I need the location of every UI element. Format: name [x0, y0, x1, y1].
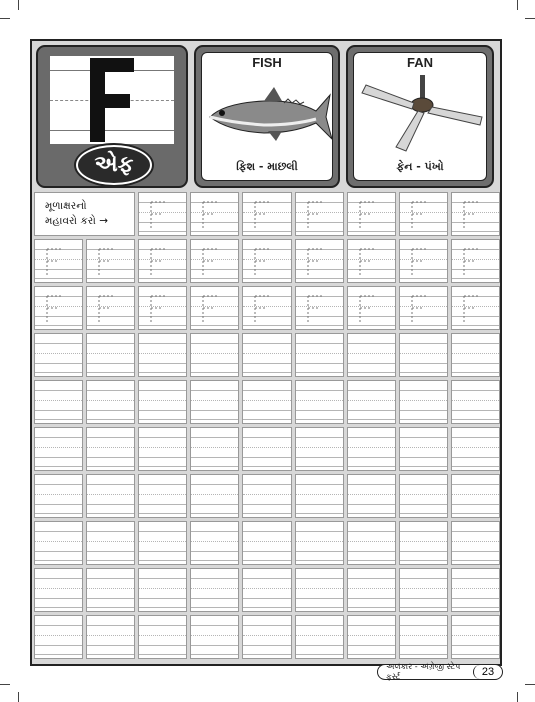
letter-f-icon	[50, 56, 174, 144]
writing-cell	[86, 521, 135, 565]
writing-cell	[138, 568, 187, 612]
writing-cell	[34, 521, 83, 565]
writing-cell	[295, 474, 344, 518]
writing-cell	[190, 568, 239, 612]
crop-mark	[517, 0, 518, 10]
writing-cell	[242, 474, 291, 518]
crop-mark	[18, 692, 19, 702]
trace-cell	[295, 192, 344, 236]
trace-cell	[86, 239, 135, 283]
picture-panel-fan	[346, 45, 494, 188]
writing-cell	[399, 333, 448, 377]
writing-cell	[190, 615, 239, 659]
writing-cell	[34, 333, 83, 377]
writing-cell	[347, 474, 396, 518]
writing-cell	[190, 333, 239, 377]
writing-cell	[347, 521, 396, 565]
trace-cell	[190, 286, 239, 330]
writing-cell	[138, 615, 187, 659]
writing-cell	[295, 521, 344, 565]
writing-cell	[190, 474, 239, 518]
writing-cell	[347, 568, 396, 612]
crop-mark	[0, 684, 10, 685]
trace-cell	[347, 286, 396, 330]
letter-box	[50, 56, 174, 144]
writing-cell	[399, 427, 448, 471]
writing-cell	[86, 380, 135, 424]
writing-cell	[242, 333, 291, 377]
crop-mark	[18, 0, 19, 10]
writing-cell	[86, 333, 135, 377]
page-number: 23	[473, 665, 502, 679]
english-word: FISH	[252, 55, 282, 70]
writing-cell	[138, 333, 187, 377]
trace-cell	[34, 239, 83, 283]
practice-instruction	[34, 192, 135, 236]
worksheet	[30, 39, 502, 666]
writing-cell	[451, 474, 500, 518]
writing-cell	[399, 474, 448, 518]
trace-cell	[451, 239, 500, 283]
writing-cell	[242, 615, 291, 659]
writing-cell	[242, 380, 291, 424]
writing-cell	[451, 615, 500, 659]
trace-cell	[347, 192, 396, 236]
crop-mark	[525, 684, 535, 685]
gujarati-word: ફિશ - માછલી	[236, 160, 298, 173]
crop-mark	[525, 18, 535, 19]
writing-cell	[295, 380, 344, 424]
writing-cell	[34, 427, 83, 471]
writing-cell	[451, 521, 500, 565]
trace-cell	[86, 286, 135, 330]
trace-cell	[190, 192, 239, 236]
instruction-line: મહાવરો કરો →	[45, 215, 108, 227]
writing-cell	[347, 427, 396, 471]
trace-cell	[242, 192, 291, 236]
writing-cell	[295, 427, 344, 471]
trace-cell	[138, 239, 187, 283]
writing-cell	[86, 474, 135, 518]
fish-icon	[204, 73, 333, 153]
trace-cell	[138, 286, 187, 330]
english-word: FAN	[407, 55, 433, 70]
writing-cell	[399, 380, 448, 424]
writing-cell	[347, 333, 396, 377]
trace-cell	[451, 286, 500, 330]
series-title: અલંકાર - અંગ્રેજી સ્ટેપ ફર્સ્ટ	[386, 662, 461, 681]
trace-cell	[451, 192, 500, 236]
trace-cell	[242, 286, 291, 330]
crop-mark	[517, 692, 518, 702]
trace-cell	[34, 286, 83, 330]
trace-cell	[347, 239, 396, 283]
letter-panel	[36, 45, 188, 188]
trace-cell	[138, 192, 187, 236]
ceiling-fan-icon	[356, 71, 487, 155]
writing-cell	[86, 427, 135, 471]
crop-mark	[0, 18, 10, 19]
writing-cell	[399, 521, 448, 565]
writing-cell	[242, 427, 291, 471]
trace-cell	[190, 239, 239, 283]
writing-cell	[399, 568, 448, 612]
writing-cell	[347, 380, 396, 424]
writing-cell	[451, 427, 500, 471]
gujarati-word: ફેન - પંખો	[396, 160, 444, 173]
writing-cell	[451, 333, 500, 377]
writing-cell	[190, 380, 239, 424]
writing-cell	[295, 333, 344, 377]
writing-cell	[34, 474, 83, 518]
trace-cell	[399, 192, 448, 236]
letter-name-badge: એફ	[76, 145, 152, 185]
writing-cell	[138, 474, 187, 518]
trace-cell	[295, 286, 344, 330]
writing-cell	[242, 568, 291, 612]
writing-cell	[451, 380, 500, 424]
instruction-line: મૂળાક્ષરનો	[45, 200, 87, 212]
writing-cell	[86, 615, 135, 659]
writing-cell	[399, 615, 448, 659]
trace-cell	[242, 239, 291, 283]
writing-cell	[34, 568, 83, 612]
writing-cell	[138, 521, 187, 565]
writing-cell	[34, 380, 83, 424]
practice-grid	[34, 192, 500, 659]
writing-cell	[138, 427, 187, 471]
trace-cell	[399, 239, 448, 283]
page-footer	[377, 664, 503, 680]
writing-cell	[451, 568, 500, 612]
writing-cell	[86, 568, 135, 612]
writing-cell	[190, 427, 239, 471]
writing-cell	[347, 615, 396, 659]
writing-cell	[295, 568, 344, 612]
writing-cell	[190, 521, 239, 565]
trace-cell	[295, 239, 344, 283]
picture-panel-fish	[194, 45, 340, 188]
writing-cell	[34, 615, 83, 659]
trace-cell	[399, 286, 448, 330]
writing-cell	[138, 380, 187, 424]
writing-cell	[295, 615, 344, 659]
writing-cell	[242, 521, 291, 565]
